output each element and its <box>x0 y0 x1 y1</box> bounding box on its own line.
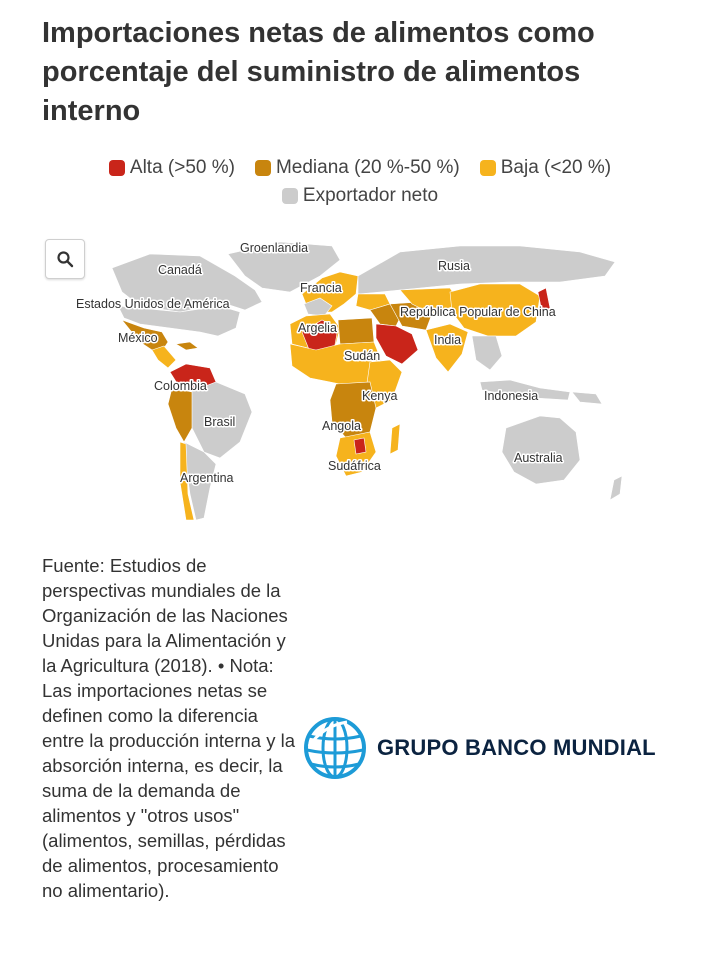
chart-title: Importaciones netas de alimentos como porcentaje del suministro de alimentos interno <box>42 17 595 127</box>
legend-swatch-medium <box>255 160 271 176</box>
legend-item-medium[interactable] <box>255 156 460 180</box>
globe-icon <box>303 716 367 780</box>
map-label-argentina: Argentina <box>180 471 234 485</box>
region-new-zealand[interactable] <box>610 476 622 500</box>
map-label-colombia: Colombia <box>154 379 207 393</box>
map-label-rusia: Rusia <box>438 259 470 273</box>
region-zimbabwe[interactable] <box>354 438 366 454</box>
legend-label-net-exporter: Exportador neto <box>302 185 439 206</box>
legend-swatch-net-exporter <box>282 188 298 204</box>
region-arabia[interactable] <box>376 324 418 364</box>
map-label-usa: Estados Unidos de América <box>76 297 230 311</box>
map-label-groenlandia: Groenlandia <box>240 241 309 255</box>
region-central-america[interactable] <box>152 346 176 368</box>
world-bank-logo <box>303 716 656 780</box>
legend-item-net-exporter[interactable] <box>282 184 438 208</box>
region-southeast-asia[interactable] <box>472 336 502 370</box>
legend-swatch-low <box>480 160 496 176</box>
map-label-china: República Popular de China <box>400 305 556 319</box>
region-india[interactable] <box>426 324 468 372</box>
region-caribbean[interactable] <box>176 342 198 350</box>
map-label-kenya: Kenya <box>362 389 398 403</box>
region-new-guinea[interactable] <box>572 392 602 404</box>
legend-swatch-high <box>109 160 125 176</box>
region-madagascar[interactable] <box>390 424 400 454</box>
legend-item-high[interactable] <box>109 156 235 180</box>
map-label-australia: Australia <box>514 451 563 465</box>
legend <box>60 156 660 208</box>
map-label-sudan: Sudán <box>344 349 381 363</box>
region-peru[interactable] <box>168 388 192 442</box>
map-label-indonesia: Indonesia <box>484 389 539 403</box>
logo-text: GRUPO BANCO MUNDIAL <box>377 735 656 760</box>
map-label-sudafrica: Sudáfrica <box>328 459 381 473</box>
legend-item-low[interactable] <box>480 156 611 180</box>
legend-label-medium: Mediana (20 %-50 %) <box>275 157 460 178</box>
map-label-argelia: Argelia <box>298 321 337 335</box>
map-label-brasil: Brasil <box>204 415 236 429</box>
region-australia[interactable] <box>502 416 580 484</box>
region-libya-egypt[interactable] <box>338 318 374 344</box>
legend-label-low: Baja (<20 %) <box>500 157 612 178</box>
map-label-mexico: México <box>118 331 158 345</box>
map-label-angola: Angola <box>322 419 361 433</box>
source-note: Fuente: Estudios de perspectivas mundiales de la Organización de las Naciones Unidas para la Alimentación y la Agricultura (2018). • Nota: Las importaciones netas se definen como la diferencia entre la producción interna y la absorción interna, es decir, la suma de la demanda de alimentos y "otros usos" (alimentos, semillas, pérdidas de alimentos, procesamiento no alimentario). <box>42 555 295 901</box>
world-map[interactable] <box>40 232 680 532</box>
zoom-button[interactable] <box>45 239 85 279</box>
map-svg <box>40 232 680 532</box>
search-icon <box>56 250 74 268</box>
map-label-francia: Francia <box>300 281 342 295</box>
map-label-canada: Canadá <box>158 263 202 277</box>
legend-label-high: Alta (>50 %) <box>129 157 235 178</box>
map-label-india: India <box>434 333 462 347</box>
